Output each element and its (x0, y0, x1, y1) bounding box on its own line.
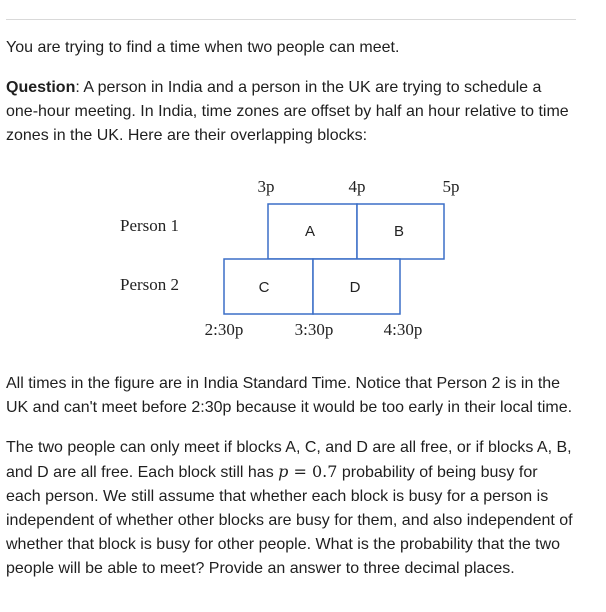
note-text: All times in the figure are in India Standard Time. Notice that Person 2 is in the UK and can't meet before 2:30p because it would be too early in their local time. (6, 375, 573, 416)
probability-expression (278, 462, 337, 481)
question-label: Question (6, 79, 76, 96)
body-text-before: The two people can only meet if blocks A, C, and D are all free, or if blocks A, B, and D are all free. Each block still has (6, 439, 572, 481)
time-label-330p: 3:30p (294, 320, 334, 339)
question-paragraph (6, 76, 576, 148)
probability-variable: p (278, 462, 289, 481)
person-2-label: Person 2 (120, 275, 180, 294)
time-label-3p: 3p (257, 177, 275, 196)
body-text-after: probability of being busy for each person. We still assume that whether each block is busy for a person is independent of whether other blocks are busy for them, and also independent of whether that block is busy for other people. What is the probability that the two people will be able to meet? Provide an answer to three decimal places. (6, 464, 573, 577)
probability-value: 0.7 (311, 462, 338, 481)
question-text: : A person in India and a person in the UK are trying to schedule a one-hour meeting. In India, time zones are offset by half an hour relative to time zones in the UK. Here are their overlapping blocks: (6, 79, 569, 144)
block-c-label: C (258, 279, 270, 296)
block-b-label: B (393, 223, 405, 240)
time-label-4p: 4p (348, 177, 366, 196)
intro-text: You are trying to find a time when two people can meet. (6, 39, 400, 56)
probability-equals: = (288, 462, 312, 481)
time-label-5p: 5p (442, 177, 460, 196)
body-paragraph (6, 436, 576, 581)
person-1-label: Person 1 (120, 216, 180, 235)
block-a-label: A (304, 223, 316, 240)
block-d-label: D (349, 279, 361, 296)
time-label-230p: 2:30p (204, 320, 244, 339)
time-label-430p: 4:30p (383, 320, 423, 339)
top-divider (6, 19, 576, 20)
